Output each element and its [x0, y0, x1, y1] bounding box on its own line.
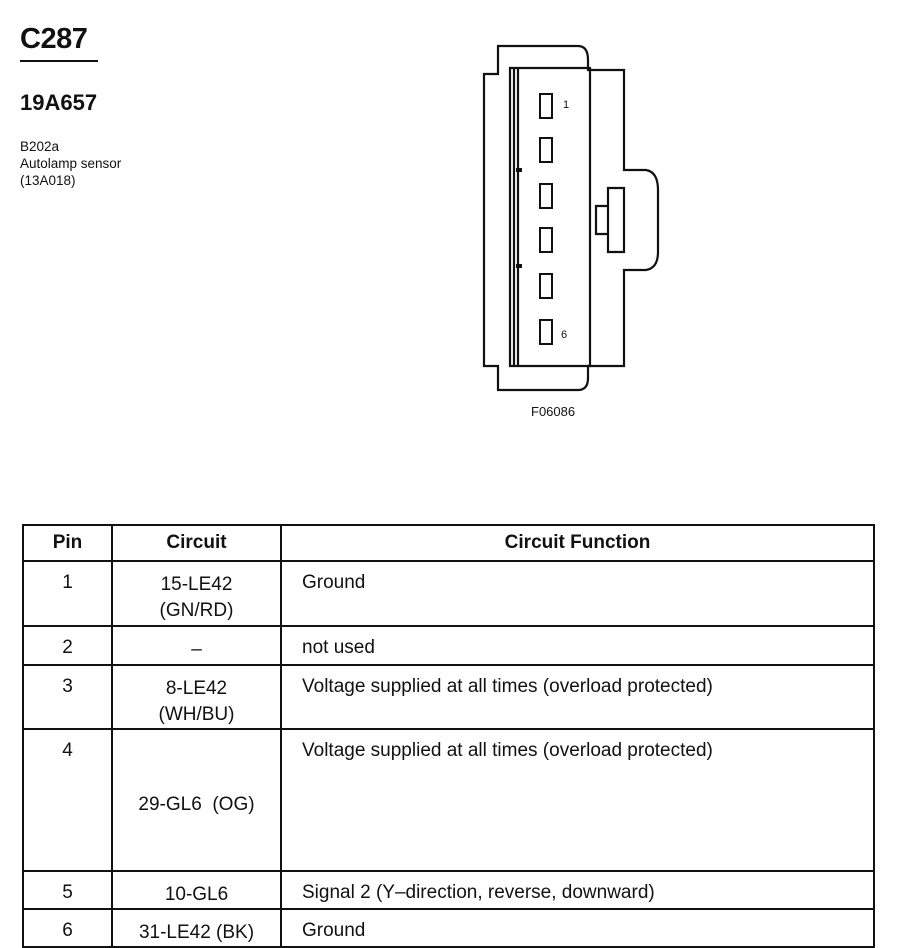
- location-code: B202a: [20, 139, 60, 154]
- circuit-code: 10-GL6: [164, 884, 229, 905]
- circuit-code: 15-LE42: [160, 574, 233, 595]
- table-row: [23, 561, 874, 626]
- pin-cavity-4: [540, 228, 552, 252]
- column-header-circuit: Circuit: [112, 525, 281, 561]
- pin-cell: 2: [23, 626, 112, 665]
- circuit-cell: [112, 871, 281, 909]
- table-row: [23, 909, 874, 947]
- function-cell: Ground: [281, 909, 874, 947]
- circuit-color: (GN/RD): [159, 600, 234, 621]
- pin-label-1: 1: [563, 99, 570, 111]
- circuit-cell: [112, 729, 281, 871]
- figure-code: F06086: [531, 404, 576, 419]
- part-number: 19A657: [20, 90, 98, 115]
- pin-cavity-2: [540, 138, 552, 162]
- table-row: [23, 729, 874, 871]
- component-name: Autolamp sensor: [20, 156, 122, 171]
- circuit-color: (WH/BU): [158, 704, 235, 725]
- connector-latch: [596, 188, 624, 252]
- connector-inner-body: [510, 68, 590, 366]
- circuit-cell: [112, 909, 281, 947]
- circuit-cell: [112, 626, 281, 665]
- pin-cavity-5: [540, 274, 552, 298]
- pin-table: [22, 524, 875, 948]
- pin-cell: 4: [23, 729, 112, 871]
- circuit-code: 31-LE42 (BK): [138, 922, 255, 943]
- pin-cavity-1: [540, 94, 552, 118]
- table-row: [23, 665, 874, 729]
- pin-cell: 6: [23, 909, 112, 947]
- table-header-row: [23, 525, 874, 561]
- pin-cavity-3: [540, 184, 552, 208]
- circuit-cell: [112, 561, 281, 626]
- pin-cell: 3: [23, 665, 112, 729]
- circuit-code: 8-LE42: [165, 678, 228, 699]
- circuit-cell: [112, 665, 281, 729]
- table-row: [23, 626, 874, 665]
- function-cell: Voltage supplied at all times (overload protected): [281, 729, 874, 871]
- table-row: [23, 871, 874, 909]
- circuit-code: 29-GL6 (OG): [138, 794, 255, 815]
- function-cell: Ground: [281, 561, 874, 626]
- connector-face-diagram: [470, 40, 670, 400]
- pin-cell: 1: [23, 561, 112, 626]
- connector-id: C287: [20, 23, 88, 55]
- pin-cell: 5: [23, 871, 112, 909]
- pin-cavity-6: [540, 320, 552, 344]
- function-cell: Signal 2 (Y–direction, reverse, downward): [281, 871, 874, 909]
- function-cell: not used: [281, 626, 874, 665]
- column-header-pin: Pin: [23, 525, 112, 561]
- pin-label-6: 6: [561, 329, 568, 341]
- column-header-function: Circuit Function: [281, 525, 874, 561]
- function-cell: Voltage supplied at all times (overload protected): [281, 665, 874, 729]
- component-code: (13A018): [20, 173, 76, 188]
- connector-id-underline: [20, 60, 98, 62]
- circuit-code: –: [191, 639, 202, 660]
- component-description: [20, 138, 121, 189]
